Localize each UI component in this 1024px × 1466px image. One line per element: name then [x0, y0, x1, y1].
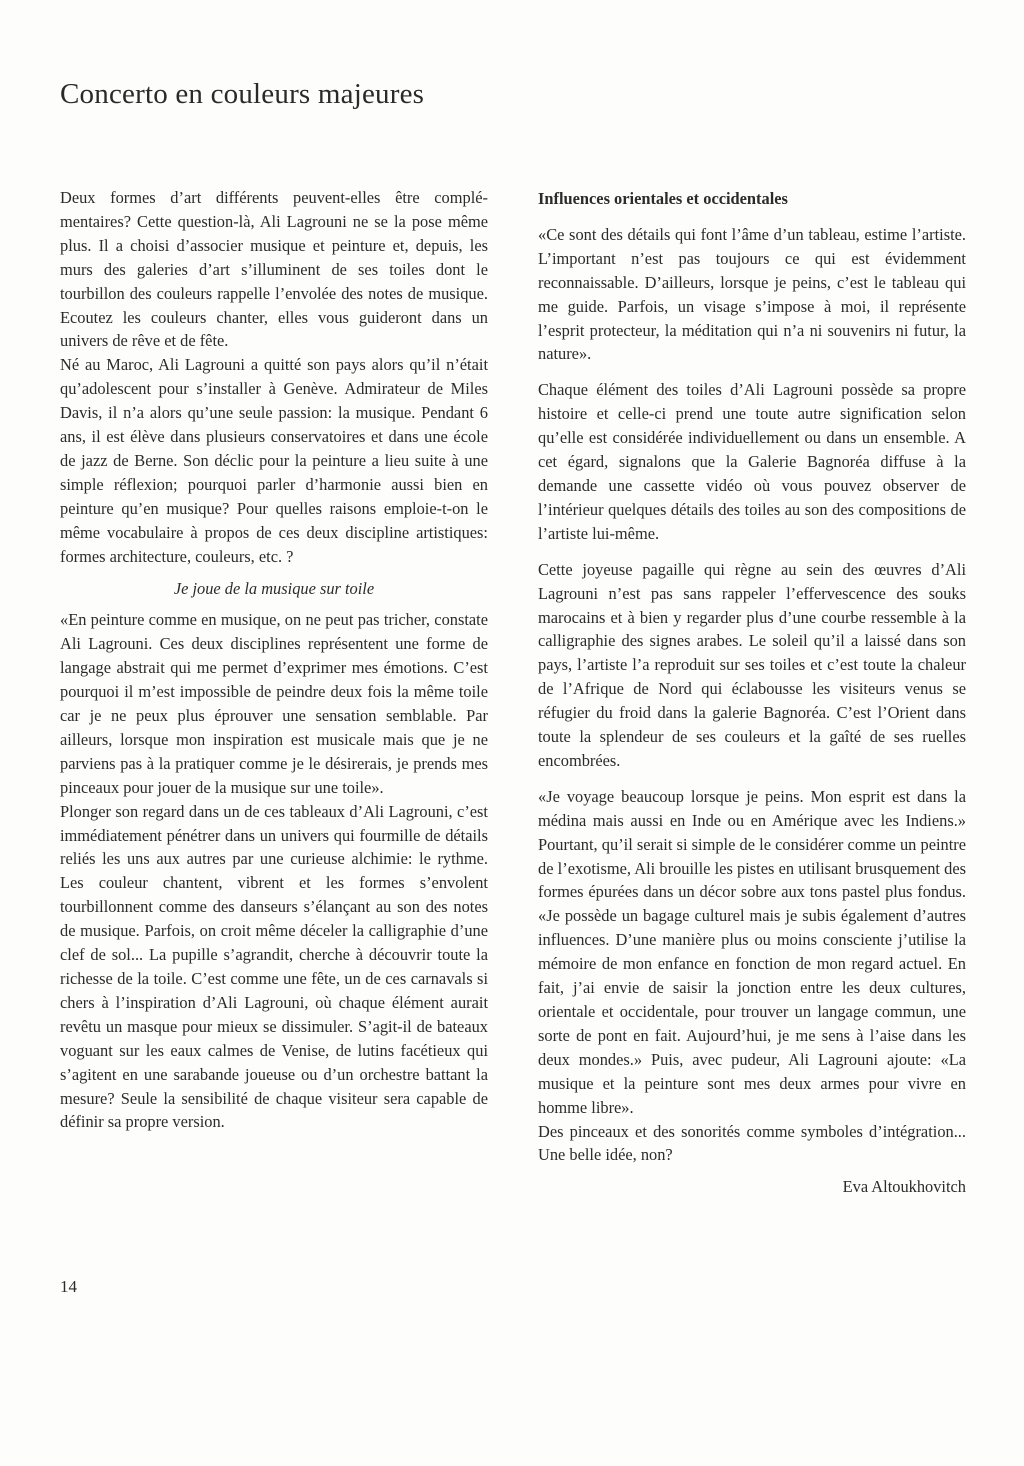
section-subheading: Influences orientales et occidentales: [538, 189, 788, 208]
author-signature: Eva Altoukhovitch: [842, 1177, 966, 1197]
body-paragraph: Plonger son regard dans un de ces tableaux d’Ali Lagrouni, c’est immédiatement pénétrer dans un univers qui fourmille de détails reliés les uns aux autres par une curieuse alchimie: le rythme. Les couleur chantent, vibrent et les formes s’envolent tourbillonnent comme des danseurs s’élançant au son des notes de musique. Parfois, on croit même déceler la calligraphie d’une clef de sol... La pupille s’agrandit, cherche à découvrir toute la richesse de la toile. C’est comme une fête, un de ces carnavals si chers à l’inspiration d’Ali Lagrouni, où chaque élément aurait revêtu un masque pour mieux se dissimuler. S’agit-il de bateaux voguant sur les eaux calmes de Venise, de lutins facétieux qui s’agitent en une sarabande joueuse ou d’un orchestre battant la mesure? Seule la sensibilité de chaque visiteur sera capable de définir sa propre version.: [60, 801, 488, 1132]
body-paragraph: Des pinceaux et des sonorités comme symboles d’intégration... Une belle idée, non?: [538, 1121, 966, 1165]
body-paragraph: Né au Maroc, Ali Lagrouni a quitté son pays alors qu’il n’était qu’adolescent pour s’installer à Genève. Admirateur de Miles Davis, il n’a alors qu’une seule passion: la musique. Pendant 6 ans, il est élève dans plusieurs conservatoires et dans une école de jazz de Berne. Son déclic pour la peinture a lieu suite à une simple réflexion; pourquoi parler d’harmonie aussi bien en peinture qu’en musique? Pour quelles raisons emploie-t-on le même vocabulaire à propos de ces deux discipline artistiques: formes architecture, couleurs, etc. ?: [60, 355, 488, 566]
body-paragraph: Chaque élément des toiles d’Ali Lagrouni possède sa propre histoire et celle-ci prend une toute autre signification selon qu’elle est considérée individuellement ou dans un ensemble. A cet égard, signalons que la Galerie Bagnoréa diffuse à la demande une cassette vidéo où vous pouvez observer de l’intérieur quelques détails des toiles au son des compositions de l’artiste lui-même.: [538, 380, 966, 543]
body-paragraph: «Je voyage beaucoup lorsque je peins. Mon esprit est dans la médina mais aussi en Inde ou en Amérique avec les Indiens.» Pourtant, qu’il serait si simple de le considérer comme un peintre de l’exotisme, Ali brouille les pistes en utilisant brusquement des formes épurées dans un décor sobre aux tons pastel plus fondus. «Je possède un bagage culturel mais je subis également d’autres influences. D’une manière plus ou moins consciente j’utilise la mémoire de mon enfance en fonction de mon regard actuel. En fait, j’ai envie de saisir la jonction entre les deux cultures, orientale et occidentale, pour trouver un langage commun, une sorte de pont en fait. Aujourd’hui, je me sens à l’aise dans les deux mondes.» Puis, avec pudeur, Ali Lagrouni ajoute: «La musique et la peinture sont mes deux armes pour vivre en homme libre».: [538, 786, 966, 1117]
body-paragraph: «En peinture comme en musique, on ne peut pas tricher, constate Ali Lagrouni. Ces deux disciplines représentent une forme de langage abstrait qui me permet d’exprimer mes émotions. C’est pourquoi il m’est impossible de peindre deux fois la même toile car je ne peux plus éprouver une sensation semblable. Par ailleurs, lorsque mon inspiration est musicale mais que je ne parviens pas à la pratiquer comme je le désirerais, je prends mes pinceaux pour jouer de la musique sur une toile».: [60, 610, 488, 797]
section-subheading: Je joue de la musique sur toile: [173, 578, 375, 598]
body-paragraph: Deux formes d’art différents peuvent-elles être complémentaires? Cette question-là, Ali Lagrouni ne se la pose même plus. Il a choisi d’associer musique et peinture et, depuis, les murs des galeries d’art s’illuminent de ses toiles dont le tourbillon des couleurs rappelle l’envolée des notes de musique. Ecoutez les couleurs chanter, elles vous guideront dans un univers de rêve et de fête.: [60, 188, 488, 351]
article-title: Concerto en couleurs majeures: [60, 78, 425, 110]
page-number: 14: [60, 1277, 77, 1296]
left-column: [60, 186, 488, 1134]
right-column: [538, 187, 966, 1199]
body-paragraph: Cette joyeuse pagaille qui règne au sein des œuvres d’Ali Lagrouni n’est pas sans rappeler l’effervescence des souks marocains et à bien y regarder plus d’une courbe ressemble à la calligraphie des signes arabes. Le soleil qu’il a laissé dans son pays, l’artiste l’a reproduit sur ses toiles et c’est toute la chaleur de l’Afrique de Nord qui éclabousse les visiteurs venus se réfugier du froid dans la galerie Bagnoréa. C’est l’Orient dans toute la splendeur de ses couleurs et la gaîté de ses ruelles encombrées.: [538, 559, 966, 770]
body-paragraph: «Ce sont des détails qui font l’âme d’un tableau, estime l’artiste. L’important n’est pas toujours ce qui est évidemment reconnaissable. D’ailleurs, lorsque je peins, c’est le tableau qui me guide. Parfois, un visage s’impose à moi, il représente l’esprit protecteur, la méditation qui n’a ni souvenirs ni futur, la nature».: [538, 224, 966, 364]
